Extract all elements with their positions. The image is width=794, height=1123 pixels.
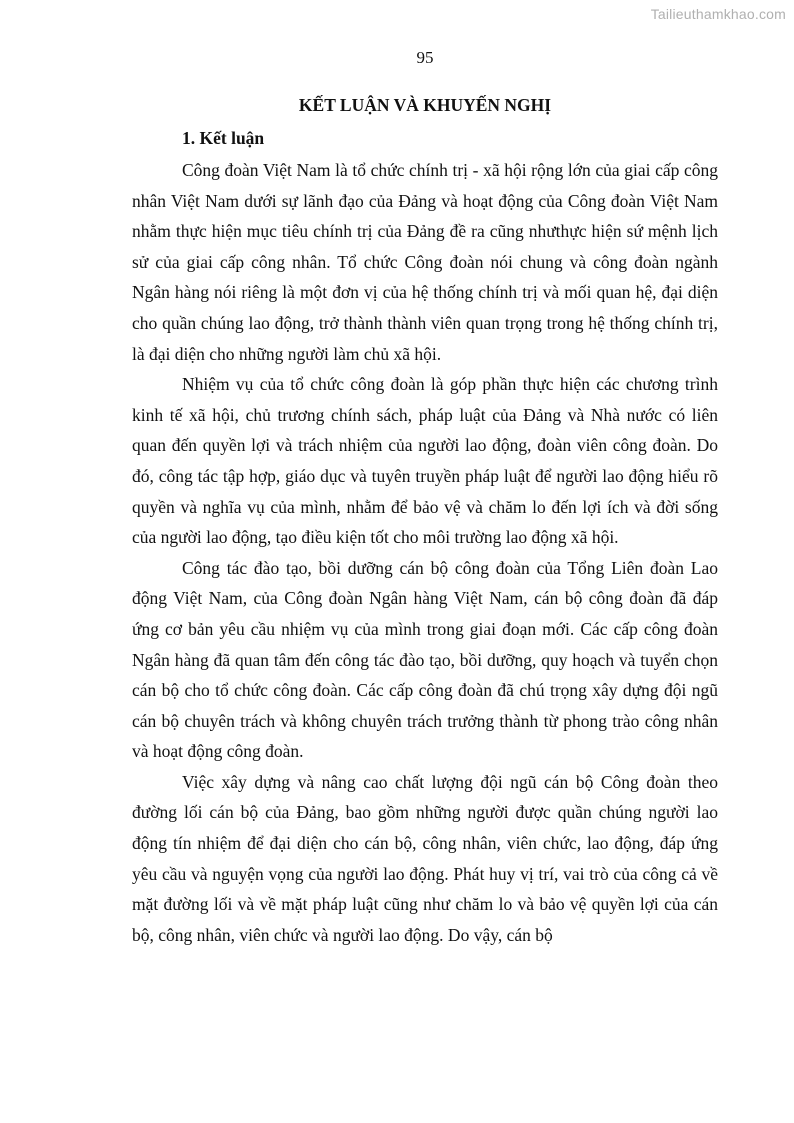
paragraph-4: Việc xây dựng và nâng cao chất lượng đội ngũ cán bộ Công đoàn theo đường lối cán bộ của Đảng, bao gồm những người được quần chúng người lao động tín nhiệm để đại diện cho cán bộ, công nhân, viên chức, lao động, đáp ứng yêu cầu và nguyện vọng của người lao động. Phát huy vị trí, vai trò của công cả về mặt đường lối và về mặt pháp luật cũng như chăm lo và bảo vệ quyền lợi của cán bộ, công nhân, viên chức và người lao động. Do vậy, cán bộ	[132, 771, 718, 945]
paragraph-3: Công tác đào tạo, bồi dưỡng cán bộ công đoàn của Tổng Liên đoàn Lao động Việt Nam, của Công đoàn Ngân hàng Việt Nam, cán bộ công đoàn đã đáp ứng cơ bản yêu cầu nhiệm vụ của mình trong giai đoạn mới. Các cấp công đoàn Ngân hàng đã quan tâm đến công tác đào tạo, bồi dưỡng, quy hoạch và tuyển chọn cán bộ cho tổ chức công đoàn. Các cấp công đoàn đã chú trọng xây dựng đội ngũ cán bộ chuyên trách và không chuyên trách trưởng thành từ phong trào công nhân và hoạt động công đoàn.	[132, 557, 718, 762]
paragraph-1: Công đoàn Việt Nam là tổ chức chính trị - xã hội rộng lớn của giai cấp công nhân Việt Nam dưới sự lãnh đạo của Đảng và hoạt động của Công đoàn Việt Nam nhằm thực hiện mục tiêu chính trị của Đảng đề ra cũng nhưthực hiện sứ mệnh lịch sử của giai cấp công nhân. Tổ chức Công đoàn nói chung và công đoàn ngành Ngân hàng nói riêng là một đơn vị của hệ thống chính trị và mối quan hệ, đại diện cho quần chúng lao động, trở thành thành viên quan trọng trong hệ thống chính trị, là đại diện cho những người làm chủ xã hội.	[132, 160, 718, 364]
section-heading: 1. Kết luận	[182, 128, 265, 148]
body-text	[132, 155, 718, 950]
page-number: 95	[416, 48, 434, 67]
paragraph-2: Nhiệm vụ của tổ chức công đoàn là góp phần thực hiện các chương trình kinh tế xã hội, chủ trương chính sách, pháp luật của Đảng và Nhà nước có liên quan đến quyền lợi và trách nhiệm của người lao động, đoàn viên công đoàn. Do đó, công tác tập hợp, giáo dục và tuyên truyền pháp luật để người lao động hiểu rõ quyền và nghĩa vụ của mình, nhằm để bảo vệ và chăm lo đến lợi ích và đời sống của người lao động, tạo điều kiện tốt cho môi trường lao động xã hội.	[132, 374, 718, 548]
page-title: KẾT LUẬN VÀ KHUYẾN NGHỊ	[298, 95, 552, 115]
watermark-text: Tailieuthamkhao.com	[650, 6, 786, 22]
